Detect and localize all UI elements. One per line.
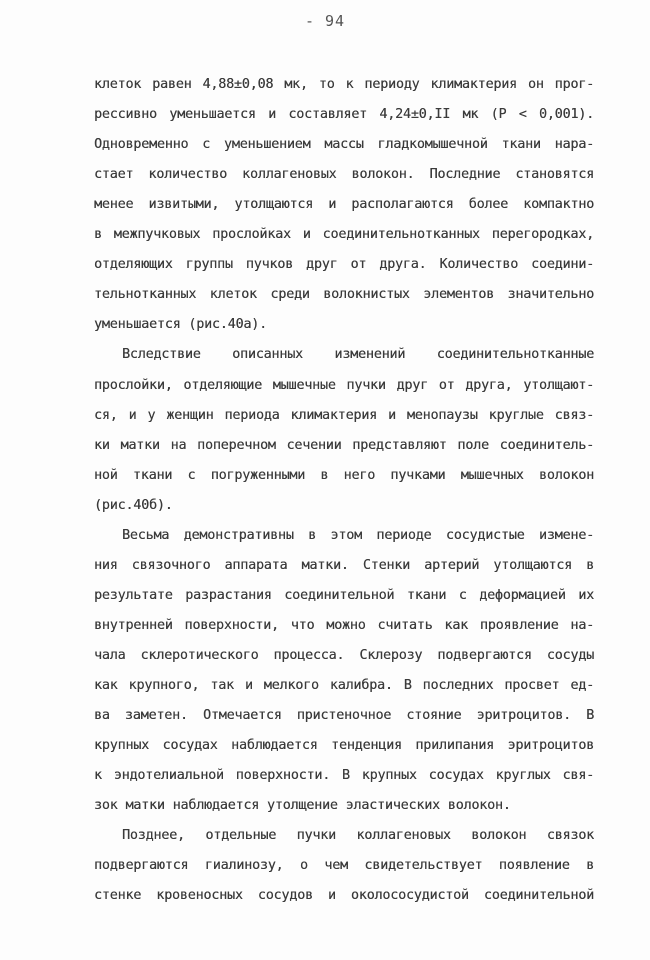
text-line: результате разрастания соединительной ткани с деформацией их <box>94 587 594 603</box>
text-line: (рис.40б). <box>94 497 173 513</box>
text-line: подвергаются гиалинозу, о чем свидетельствует появление в <box>94 858 594 874</box>
text-line: зок матки наблюдается утолщение эластических волокон. <box>94 798 511 814</box>
text-line: прослойки, отделяющие мышечные пучки друг от друга, утолщают- <box>94 377 594 393</box>
text-line: чала склеротического процесса. Склерозу подвергаются сосуды <box>94 648 594 663</box>
text-line: ся, и у женщин периода климактерия и менопаузы круглые связ- <box>94 407 594 423</box>
text-line: стенке кровеносных сосудов и околососудистой соединительной <box>94 888 594 904</box>
text-line: Одновременно с уменьшением массы гладкомышечной ткани нара- <box>94 137 594 153</box>
text-line: к эндотелиальной поверхности. В крупных сосудах круглых свя- <box>94 768 594 784</box>
text-line: ва заметен. Отмечается пристеночное стояние эритроцитов. В <box>94 708 594 724</box>
text-line: ной ткани с погруженными в него пучками мышечных волокон <box>94 467 594 483</box>
text-line: стает количество коллагеновых волокон. Последние становятся <box>94 167 594 183</box>
text-line: ки матки на поперечном сечении представляют поле соединитель- <box>94 437 594 453</box>
text-line: Позднее, отдельные пучки коллагеновых волокон связок <box>122 828 594 844</box>
text-line: уменьшается (рис.40а). <box>94 317 267 333</box>
text-line: в межпучковых прослойках и соединительнотканных перегородках, <box>94 227 594 243</box>
text-line: рессивно уменьшается и составляет 4,24±0,II мк (Р < 0,001). <box>94 107 594 122</box>
text-line: ния связочного аппарата матки. Стенки артерий утолщаются в <box>94 557 594 573</box>
text-line: тельнотканных клеток среди волокнистых элементов значительно <box>94 287 594 303</box>
text-line: Весьма демонстративны в этом периоде сосудистые измене- <box>122 527 594 543</box>
text-line: крупных сосудах наблюдается тенденция прилипания эритроцитов <box>94 738 594 754</box>
text-line: Вследствие описанных изменений соединительнотканные <box>122 347 594 363</box>
text-line: отделяющих группы пучков друг от друга. Количество соедини- <box>94 257 594 273</box>
text-line: клеток равен 4,88±0,08 мк, то к периоду климактерия он прог- <box>94 77 594 92</box>
text-line: внутренней поверхности, что можно считать как проявление на- <box>94 617 594 633</box>
text-line: менее извитыми, утолщаются и располагаются более компактно <box>94 197 594 213</box>
page-number: - 94 <box>304 12 346 30</box>
text-line: как крупного, так и мелкого калибра. В последних просвет ед- <box>94 678 594 693</box>
